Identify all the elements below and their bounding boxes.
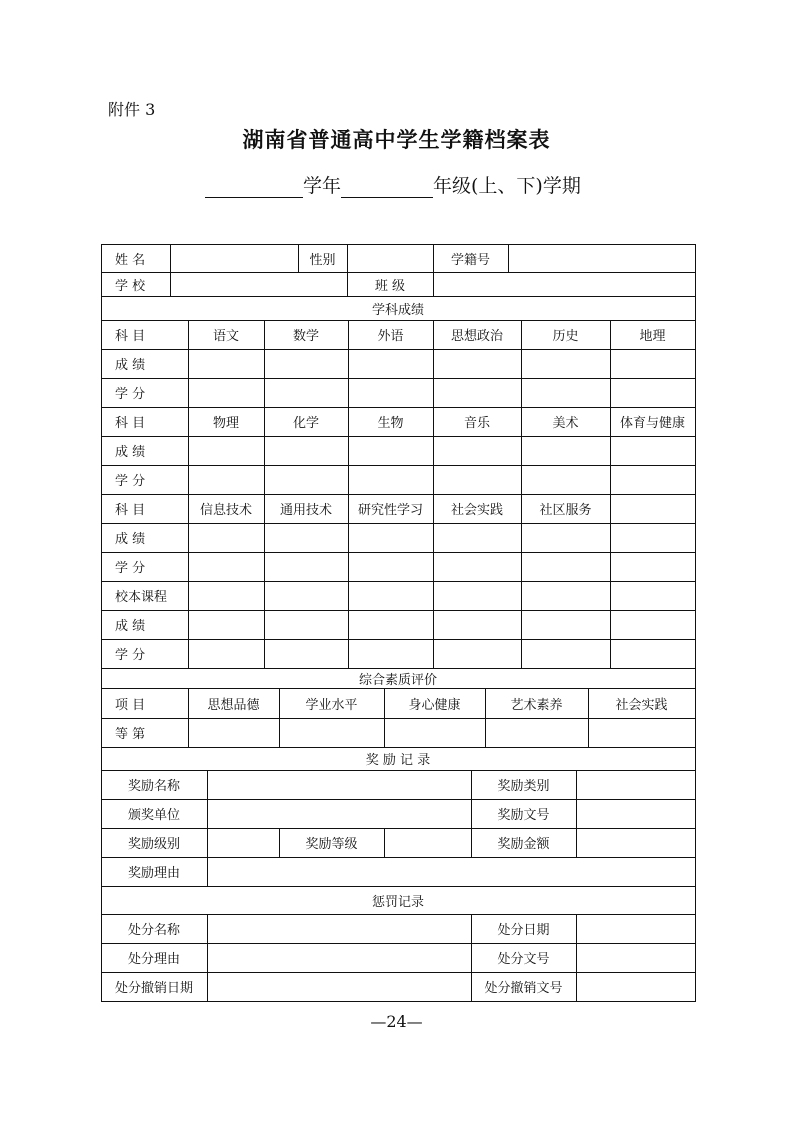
subject-name-cell: 语文 xyxy=(188,320,265,350)
score-row-label: 成 绩 xyxy=(101,610,189,640)
subject-name-cell: 化学 xyxy=(264,407,349,437)
school-course-input-cell[interactable] xyxy=(348,581,434,611)
punishment-doc-no-field[interactable] xyxy=(576,943,696,973)
class-field[interactable] xyxy=(433,272,696,297)
score-input-cell[interactable] xyxy=(188,610,265,640)
credit-input-cell[interactable] xyxy=(521,465,611,495)
subject-name-cell: 思想政治 xyxy=(433,320,522,350)
name-label: 姓 名 xyxy=(101,244,171,273)
credit-row-label: 学 分 xyxy=(101,378,189,408)
score-input-cell[interactable] xyxy=(348,349,434,379)
quality-rank-input-cell[interactable] xyxy=(188,718,280,748)
award-unit-label: 颁奖单位 xyxy=(101,799,208,829)
attachment-label: 附件 3 xyxy=(108,100,156,119)
credit-input-cell[interactable] xyxy=(521,552,611,582)
quality-item-cell: 思想品德 xyxy=(188,688,280,719)
award-name-field[interactable] xyxy=(207,770,472,800)
page-number: —24— xyxy=(370,1012,423,1031)
credit-input-cell[interactable] xyxy=(610,552,696,582)
subtitle xyxy=(205,171,581,198)
award-grade-field[interactable] xyxy=(384,828,472,858)
credit-row-label: 学 分 xyxy=(101,639,189,669)
score-input-cell[interactable] xyxy=(264,436,349,466)
credit-input-cell[interactable] xyxy=(264,378,349,408)
credit-input-cell[interactable] xyxy=(348,552,434,582)
punishments-header: 惩罚记录 xyxy=(101,886,696,915)
name-field[interactable] xyxy=(170,244,299,273)
score-input-cell[interactable] xyxy=(348,523,434,553)
punishment-revoke-doc-no-field[interactable] xyxy=(576,972,696,1002)
credit-input-cell[interactable] xyxy=(433,552,522,582)
quality-item-cell: 学业水平 xyxy=(279,688,385,719)
award-amount-field[interactable] xyxy=(576,828,696,858)
punishment-revoke-doc-no-label: 处分撤销文号 xyxy=(471,972,577,1002)
punishment-revoke-date-label: 处分撤销日期 xyxy=(101,972,208,1002)
punishment-doc-no-label: 处分文号 xyxy=(471,943,577,973)
subject-name-cell: 生物 xyxy=(348,407,434,437)
credit-input-cell[interactable] xyxy=(188,552,265,582)
academic-year-blank[interactable] xyxy=(205,177,303,198)
punishment-date-field[interactable] xyxy=(576,914,696,944)
school-course-input-cell[interactable] xyxy=(433,581,522,611)
subject-row-label: 科 目 xyxy=(101,407,189,437)
credit-input-cell[interactable] xyxy=(433,378,522,408)
subject-name-cell: 美术 xyxy=(521,407,611,437)
award-category-label: 奖励类别 xyxy=(471,770,577,800)
score-input-cell[interactable] xyxy=(610,610,696,640)
subject-name-cell: 地理 xyxy=(610,320,696,350)
score-input-cell[interactable] xyxy=(188,436,265,466)
quality-item-cell: 社会实践 xyxy=(588,688,696,719)
quality-rank-input-cell[interactable] xyxy=(485,718,589,748)
quality-rank-input-cell[interactable] xyxy=(384,718,486,748)
student-id-field[interactable] xyxy=(508,244,696,273)
subject-name-cell: 社区服务 xyxy=(521,494,611,524)
school-course-input-cell[interactable] xyxy=(521,581,611,611)
score-row-label: 成 绩 xyxy=(101,349,189,379)
score-input-cell[interactable] xyxy=(264,610,349,640)
grade-term-label: 年级(上、下)学期 xyxy=(433,175,581,197)
punishment-name-label: 处分名称 xyxy=(101,914,208,944)
subject-name-cell: 历史 xyxy=(521,320,611,350)
subject-name-cell: 物理 xyxy=(188,407,265,437)
school-course-input-cell[interactable] xyxy=(188,581,265,611)
credit-input-cell[interactable] xyxy=(188,465,265,495)
year-label: 学年 xyxy=(303,175,342,197)
quality-item-cell: 身心健康 xyxy=(384,688,486,719)
score-input-cell[interactable] xyxy=(521,349,611,379)
credit-input-cell[interactable] xyxy=(264,465,349,495)
credit-input-cell[interactable] xyxy=(188,639,265,669)
quality-rank-input-cell[interactable] xyxy=(279,718,385,748)
score-input-cell[interactable] xyxy=(433,349,522,379)
punishment-reason-label: 处分理由 xyxy=(101,943,208,973)
subject-name-cell: 研究性学习 xyxy=(348,494,434,524)
score-input-cell[interactable] xyxy=(188,523,265,553)
credit-input-cell[interactable] xyxy=(610,378,696,408)
subject-grades-header: 学科成绩 xyxy=(101,296,696,321)
score-input-cell[interactable] xyxy=(433,523,522,553)
subject-row-label: 科 目 xyxy=(101,320,189,350)
score-input-cell[interactable] xyxy=(433,436,522,466)
award-amount-label: 奖励金额 xyxy=(471,828,577,858)
subject-name-cell xyxy=(610,494,696,524)
score-input-cell[interactable] xyxy=(264,349,349,379)
quality-evaluation-header: 综合素质评价 xyxy=(101,668,696,689)
credit-input-cell[interactable] xyxy=(348,639,434,669)
school-field[interactable] xyxy=(170,272,348,297)
score-input-cell[interactable] xyxy=(610,523,696,553)
credit-row-label: 学 分 xyxy=(101,552,189,582)
school-label: 学 校 xyxy=(101,272,171,297)
score-input-cell[interactable] xyxy=(348,610,434,640)
credit-input-cell[interactable] xyxy=(188,378,265,408)
punishment-name-field[interactable] xyxy=(207,914,472,944)
student-record-table xyxy=(101,244,696,1002)
award-reason-label: 奖励理由 xyxy=(101,857,208,887)
credit-row-label: 学 分 xyxy=(101,465,189,495)
score-row-label: 成 绩 xyxy=(101,436,189,466)
quality-item-cell: 艺术素养 xyxy=(485,688,589,719)
credit-input-cell[interactable] xyxy=(433,465,522,495)
school-course-input-cell[interactable] xyxy=(264,581,349,611)
score-input-cell[interactable] xyxy=(264,523,349,553)
credit-input-cell[interactable] xyxy=(433,639,522,669)
score-input-cell[interactable] xyxy=(348,436,434,466)
credit-input-cell[interactable] xyxy=(348,465,434,495)
award-doc-no-field[interactable] xyxy=(576,799,696,829)
subject-name-cell: 通用技术 xyxy=(264,494,349,524)
credit-input-cell[interactable] xyxy=(610,639,696,669)
credit-input-cell[interactable] xyxy=(610,465,696,495)
school-course-row-label: 校本课程 xyxy=(101,581,189,611)
score-input-cell[interactable] xyxy=(521,610,611,640)
subject-name-cell: 体育与健康 xyxy=(610,407,696,437)
awards-header: 奖 励 记 录 xyxy=(101,747,696,771)
quality-item-label: 项 目 xyxy=(101,688,189,719)
credit-input-cell[interactable] xyxy=(521,639,611,669)
award-level-label: 奖励级别 xyxy=(101,828,208,858)
award-grade-label: 奖励等级 xyxy=(279,828,385,858)
score-input-cell[interactable] xyxy=(610,349,696,379)
award-unit-field[interactable] xyxy=(207,799,472,829)
school-course-input-cell[interactable] xyxy=(610,581,696,611)
credit-input-cell[interactable] xyxy=(264,639,349,669)
gender-label: 性别 xyxy=(298,244,348,273)
gender-field[interactable] xyxy=(347,244,434,273)
score-input-cell[interactable] xyxy=(521,436,611,466)
credit-input-cell[interactable] xyxy=(264,552,349,582)
subject-row-label: 科 目 xyxy=(101,494,189,524)
subject-name-cell: 外语 xyxy=(348,320,434,350)
award-name-label: 奖励名称 xyxy=(101,770,208,800)
punishment-revoke-date-field[interactable] xyxy=(207,972,472,1002)
grade-blank[interactable] xyxy=(341,177,433,198)
quality-rank-input-cell[interactable] xyxy=(588,718,696,748)
class-label: 班 级 xyxy=(347,272,434,297)
subject-name-cell: 音乐 xyxy=(433,407,522,437)
punishment-date-label: 处分日期 xyxy=(471,914,577,944)
score-input-cell[interactable] xyxy=(610,436,696,466)
student-id-label: 学籍号 xyxy=(433,244,509,273)
award-reason-field[interactable] xyxy=(207,857,696,887)
score-input-cell[interactable] xyxy=(433,610,522,640)
credit-input-cell[interactable] xyxy=(521,378,611,408)
page-title: 湖南省普通高中学生学籍档案表 xyxy=(242,128,551,152)
subject-name-cell: 数学 xyxy=(264,320,349,350)
award-doc-no-label: 奖励文号 xyxy=(471,799,577,829)
score-input-cell[interactable] xyxy=(521,523,611,553)
score-input-cell[interactable] xyxy=(188,349,265,379)
credit-input-cell[interactable] xyxy=(348,378,434,408)
score-row-label: 成 绩 xyxy=(101,523,189,553)
subject-name-cell: 信息技术 xyxy=(188,494,265,524)
punishment-reason-field[interactable] xyxy=(207,943,472,973)
quality-rank-label: 等 第 xyxy=(101,718,189,748)
subject-name-cell: 社会实践 xyxy=(433,494,522,524)
award-level-field[interactable] xyxy=(207,828,280,858)
award-category-field[interactable] xyxy=(576,770,696,800)
